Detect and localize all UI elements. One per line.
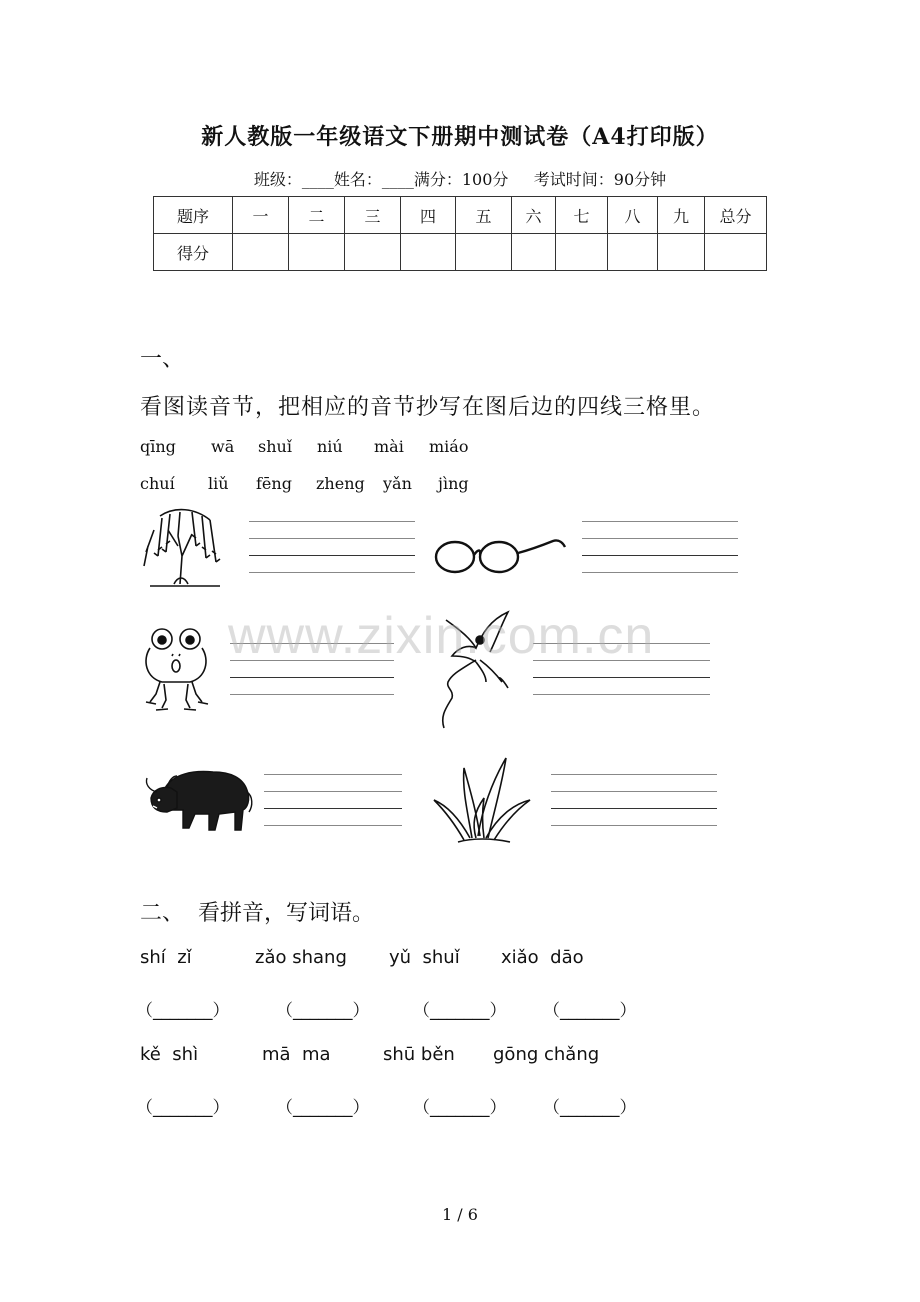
writing-line xyxy=(230,677,394,678)
section1-heading: 一、 xyxy=(140,347,185,372)
table-cell: 二 xyxy=(289,197,345,234)
writing-line xyxy=(533,677,710,678)
willow-tree-icon xyxy=(140,506,230,588)
writing-line xyxy=(551,774,717,775)
pinyin-syllable: liǔ xyxy=(208,474,229,493)
score-table-score-row xyxy=(154,234,767,271)
pinyin-syllable: qīng xyxy=(140,437,176,456)
table-cell: 题序 xyxy=(154,197,233,234)
score-input-cell[interactable] xyxy=(456,234,512,271)
pinyin-syllable: wā xyxy=(211,437,235,456)
writing-line xyxy=(533,694,710,695)
writing-line xyxy=(249,555,415,556)
writing-line xyxy=(249,572,415,573)
pinyin-word: shí zǐ xyxy=(140,947,192,968)
table-cell: 三 xyxy=(345,197,401,234)
glasses-icon xyxy=(433,533,568,575)
score-input-cell[interactable] xyxy=(658,234,705,271)
table-cell: 七 xyxy=(556,197,608,234)
table-cell: 一 xyxy=(233,197,289,234)
pinyin-syllable: miáo xyxy=(429,437,469,456)
writing-line xyxy=(551,808,717,809)
exam-info: 班级：____姓名：____满分：100分 考试时间：90分钟 xyxy=(253,170,667,189)
pinyin-syllable: niú xyxy=(317,437,343,456)
pinyin-word: gōng chǎng xyxy=(493,1044,600,1065)
answer-blank[interactable]: （_______） xyxy=(413,1001,507,1021)
pinyin-word: yǔ shuǐ xyxy=(389,947,460,968)
score-input-cell[interactable] xyxy=(289,234,345,271)
table-cell: 八 xyxy=(608,197,658,234)
pinyin-syllable: fēng xyxy=(256,474,292,493)
writing-line xyxy=(264,774,402,775)
writing-line xyxy=(264,825,402,826)
answer-blank[interactable]: （_______） xyxy=(543,1001,637,1021)
answer-blank[interactable]: （_______） xyxy=(413,1098,507,1118)
table-cell: 总分 xyxy=(705,197,767,234)
writing-line xyxy=(582,538,738,539)
pinyin-syllable: zheng xyxy=(316,474,365,493)
page-number: 1 / 6 xyxy=(442,1205,478,1224)
writing-line xyxy=(249,538,415,539)
table-cell: 五 xyxy=(456,197,512,234)
writing-line xyxy=(582,521,738,522)
answer-blank[interactable]: （_______） xyxy=(276,1098,370,1118)
table-cell: 四 xyxy=(401,197,456,234)
score-input-cell[interactable] xyxy=(233,234,289,271)
score-table-header-row xyxy=(154,197,767,234)
pinyin-syllable: jìng xyxy=(438,474,469,493)
pinyin-word: mā ma xyxy=(262,1044,331,1065)
writing-line xyxy=(551,825,717,826)
writing-line xyxy=(582,572,738,573)
answer-blank[interactable]: （_______） xyxy=(136,1001,230,1021)
pinyin-syllable: mài xyxy=(374,437,404,456)
section1-instruction: 看图读音节，把相应的音节抄写在图后边的四线三格里。 xyxy=(140,395,716,420)
pinyin-word: xiǎo dāo xyxy=(501,947,584,968)
score-table xyxy=(153,196,767,271)
page-title: 新人教版一年级语文下册期中测试卷（A4打印版） xyxy=(201,124,719,150)
writing-line xyxy=(230,694,394,695)
score-input-cell[interactable] xyxy=(345,234,401,271)
answer-blank[interactable]: （_______） xyxy=(276,1001,370,1021)
pinyin-syllable: yǎn xyxy=(383,474,412,493)
buffalo-icon xyxy=(143,766,253,836)
section2-heading: 二、 看拼音，写词语。 xyxy=(140,901,374,926)
score-input-cell[interactable] xyxy=(705,234,767,271)
writing-line xyxy=(582,555,738,556)
table-cell: 九 xyxy=(658,197,705,234)
writing-line xyxy=(264,791,402,792)
writing-line xyxy=(551,791,717,792)
score-input-cell[interactable] xyxy=(556,234,608,271)
answer-blank[interactable]: （_______） xyxy=(136,1098,230,1118)
score-input-cell[interactable] xyxy=(401,234,456,271)
table-cell: 六 xyxy=(512,197,556,234)
pinyin-word: kě shì xyxy=(140,1044,199,1065)
pinyin-word: shū běn xyxy=(383,1044,455,1065)
score-input-cell[interactable] xyxy=(512,234,556,271)
wheat-seedling-icon xyxy=(432,754,536,848)
writing-line xyxy=(249,521,415,522)
pinyin-syllable: chuí xyxy=(140,474,175,493)
frog-icon xyxy=(142,626,210,712)
answer-blank[interactable]: （_______） xyxy=(543,1098,637,1118)
table-cell: 得分 xyxy=(154,234,233,271)
score-input-cell[interactable] xyxy=(608,234,658,271)
pinyin-word: zǎo shang xyxy=(255,947,347,968)
pinyin-syllable: shuǐ xyxy=(258,437,292,456)
writing-line xyxy=(264,808,402,809)
watermark: www.zixin.com.cn xyxy=(228,607,655,665)
